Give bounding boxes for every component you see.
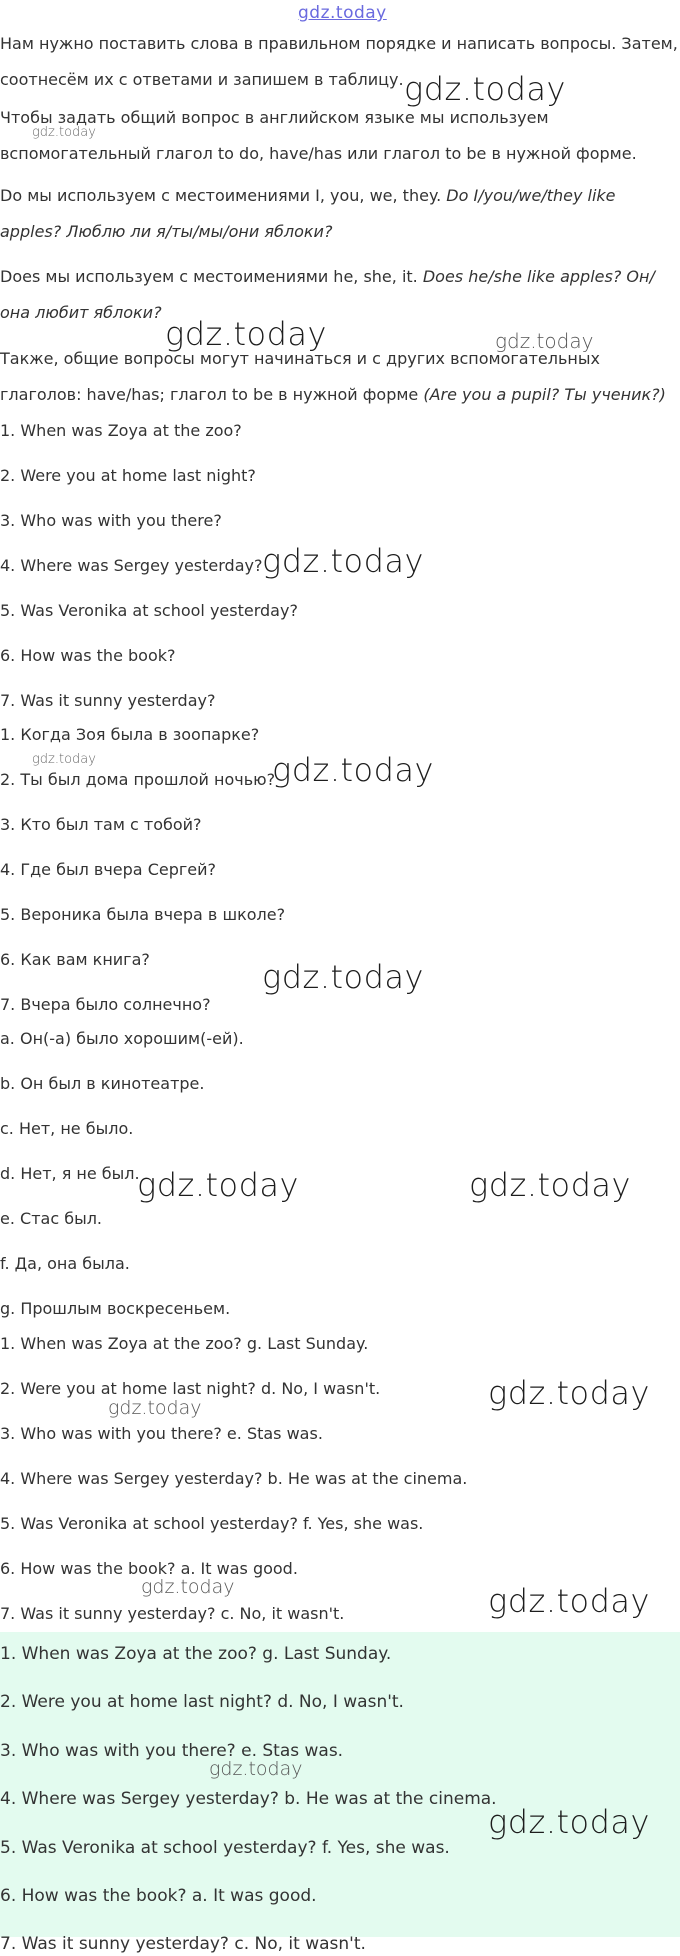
intro-paragraph-5-text: Также, общие вопросы могут начинаться и с других вспомогательных глаголов: have/has; глагол to be в нужной форме xyxy=(0,349,600,404)
matched-6: 6. How was the book? a. It was good. xyxy=(0,1559,298,1578)
question-en-6: 6. How was the book? xyxy=(0,646,176,665)
matched-4: 4. Where was Sergey yesterday? b. He was at the cinema. xyxy=(0,1469,468,1488)
answer-block-line-4: 4. Where was Sergey yesterday? b. He was at the cinema. xyxy=(0,1789,497,1809)
matched-3: 3. Who was with you there? e. Stas was. xyxy=(0,1424,323,1443)
answer-block-line-7: 7. Was it sunny yesterday? c. No, it wasn't. xyxy=(0,1934,366,1954)
matched-2: 2. Were you at home last night? d. No, I wasn't. xyxy=(0,1379,381,1398)
intro-paragraph-3-text: Do мы используем с местоимениями I, you, we, they. xyxy=(0,186,447,205)
watermark: gdz.today xyxy=(32,752,96,767)
site-logo[interactable]: gdz.today xyxy=(298,3,387,23)
watermark: gdz.today xyxy=(209,1758,303,1780)
answer-block xyxy=(0,1632,680,1954)
question-ru-1: 1. Когда Зоя была в зоопарке? xyxy=(0,725,260,744)
watermark: gdz.today xyxy=(165,315,327,353)
question-en-5: 5. Was Veronika at school yesterday? xyxy=(0,601,298,620)
watermark: gdz.today xyxy=(32,125,96,140)
answer-block-line-1: 1. When was Zoya at the zoo? g. Last Sunday. xyxy=(0,1644,392,1664)
watermark: gdz.today xyxy=(108,1397,202,1419)
question-ru-4: 4. Где был вчера Сергей? xyxy=(0,860,216,879)
matched-7: 7. Was it sunny yesterday? c. No, it wasn't. xyxy=(0,1604,345,1623)
watermark: gdz.today xyxy=(137,1166,299,1204)
question-en-4: 4. Where was Sergey yesterday? xyxy=(0,556,263,575)
matched-5: 5. Was Veronika at school yesterday? f. Yes, she was. xyxy=(0,1514,424,1533)
answer-ru-a: a. Он(-а) было хорошим(-ей). xyxy=(0,1029,244,1048)
intro-paragraph-4-text: Does мы используем с местоимениями he, she, it. xyxy=(0,267,423,286)
question-en-7: 7. Was it sunny yesterday? xyxy=(0,691,216,710)
intro-paragraph-4-example: Does he/she like apples? Он/она любит яблоки? xyxy=(0,267,655,322)
answer-ru-e: e. Стас был. xyxy=(0,1209,103,1228)
answer-ru-b: b. Он был в кинотеатре. xyxy=(0,1074,205,1093)
question-ru-6: 6. Как вам книга? xyxy=(0,950,150,969)
watermark: gdz.today xyxy=(495,329,594,353)
answer-ru-f: f. Да, она была. xyxy=(0,1254,130,1273)
intro-paragraph-3-example: Do I/you/we/they like apples? Люблю ли я/ты/мы/они яблоки? xyxy=(0,186,616,241)
intro-paragraph-4 xyxy=(0,259,680,331)
intro-paragraph-2: Чтобы задать общий вопрос в английском языке мы используем вспомогательный глагол to do, have/has или глагол to be в нужной форме. xyxy=(0,108,637,163)
intro-paragraph-1: Нам нужно поставить слова в правильном порядке и написать вопросы. Затем, соотнесём их с ответами и запишем в таблицу. xyxy=(0,34,678,89)
answer-ru-c: c. Нет, не было. xyxy=(0,1119,134,1138)
watermark: gdz.today xyxy=(488,1582,650,1620)
question-ru-3: 3. Кто был там с тобой? xyxy=(0,815,202,834)
answer-block-line-6: 6. How was the book? a. It was good. xyxy=(0,1886,317,1906)
watermark: gdz.today xyxy=(262,958,424,996)
watermark: gdz.today xyxy=(404,70,566,108)
watermark: gdz.today xyxy=(488,1803,650,1841)
answer-block-line-2: 2. Were you at home last night? d. No, I wasn't. xyxy=(0,1692,404,1712)
watermark: gdz.today xyxy=(141,1576,235,1598)
question-ru-5: 5. Вероника была вчера в школе? xyxy=(0,905,286,924)
question-en-2: 2. Were you at home last night? xyxy=(0,466,256,485)
answer-block-line-5: 5. Was Veronika at school yesterday? f. Yes, she was. xyxy=(0,1838,450,1858)
answer-ru-g: g. Прошлым воскресеньем. xyxy=(0,1299,231,1318)
answer-ru-d: d. Нет, я не был. xyxy=(0,1164,140,1183)
watermark: gdz.today xyxy=(469,1166,631,1204)
watermark: gdz.today xyxy=(262,542,424,580)
matched-1: 1. When was Zoya at the zoo? g. Last Sunday. xyxy=(0,1334,369,1353)
question-ru-7: 7. Вчера было солнечно? xyxy=(0,995,211,1014)
watermark: gdz.today xyxy=(272,751,434,789)
question-en-1: 1. When was Zoya at the zoo? xyxy=(0,421,242,440)
intro-paragraph-5-example: (Are you a pupil? Ты ученик?) xyxy=(423,385,666,404)
watermark: gdz.today xyxy=(488,1374,650,1412)
question-en-3: 3. Who was with you there? xyxy=(0,511,222,530)
answer-block-line-3: 3. Who was with you there? e. Stas was. xyxy=(0,1741,344,1761)
question-ru-2: 2. Ты был дома прошлой ночью? xyxy=(0,770,276,789)
intro-paragraph-3 xyxy=(0,178,680,250)
